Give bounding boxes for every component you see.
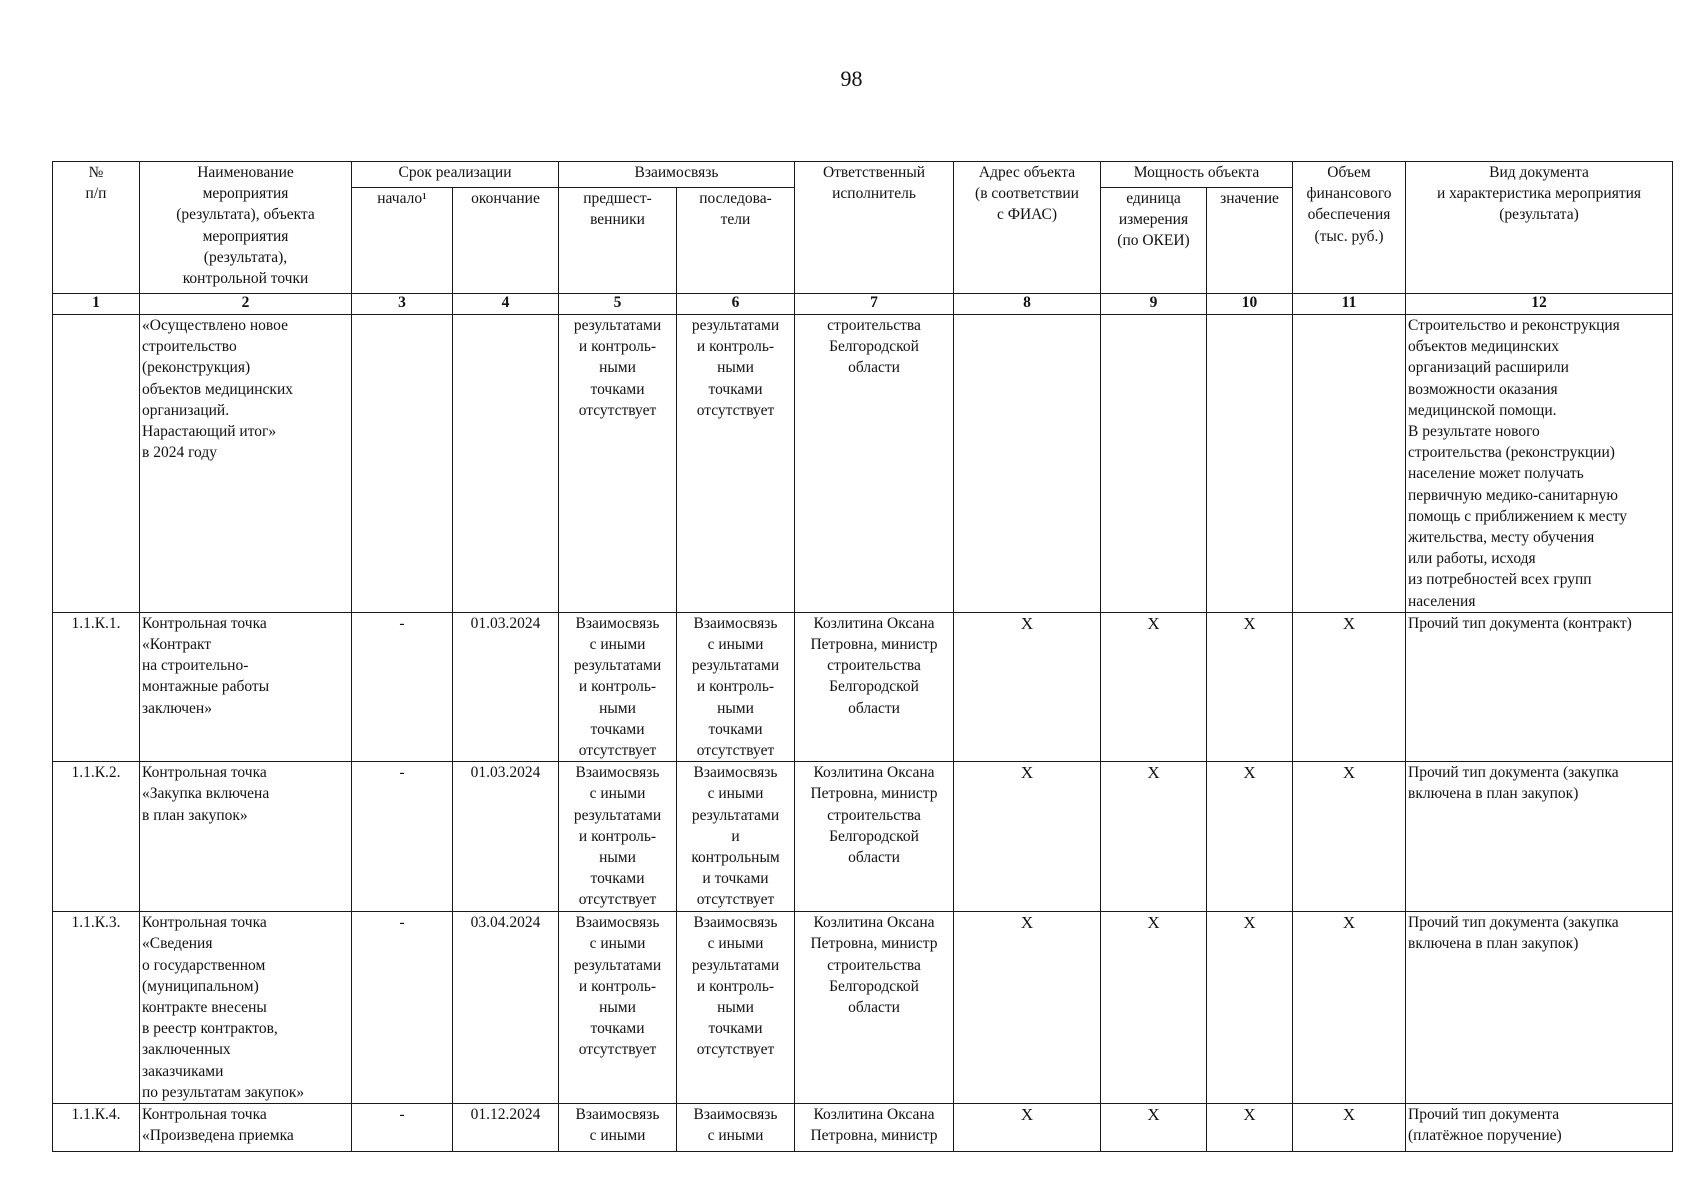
cell-unit: X — [1101, 912, 1207, 1104]
header-responsible: Ответственный исполнитель — [795, 162, 954, 294]
table-row — [53, 762, 1673, 912]
header-unit: единица измерения (по ОКЕИ) — [1101, 188, 1207, 294]
column-number: 9 — [1101, 294, 1207, 315]
cell-name: Контрольная точка «Закупка включена в план закупок» — [140, 762, 352, 912]
header-end: окончание — [453, 188, 559, 294]
header-name: Наименование мероприятия (результата), объекта мероприятия (результата), контрольной точки — [140, 162, 352, 294]
column-number: 12 — [1406, 294, 1673, 315]
cell-document: Прочий тип документа (закупка включена в план закупок) — [1406, 912, 1673, 1104]
cell-successors: Взаимосвязь с иными результатами и контроль- ными точками отсутствует — [677, 912, 795, 1104]
column-number: 3 — [352, 294, 453, 315]
cell-predecessors: Взаимосвязь с иными результатами и контроль- ными точками отсутствует — [559, 612, 677, 761]
cell-value: X — [1207, 612, 1293, 761]
cell-value: X — [1207, 1104, 1293, 1152]
cell-num: 1.1.К.2. — [53, 762, 140, 912]
cell-start: - — [352, 762, 453, 912]
column-number: 2 — [140, 294, 352, 315]
page-number: 98 — [840, 66, 863, 91]
column-number: 11 — [1293, 294, 1406, 315]
cell-successors: Взаимосвязь с иными результатами и контроль- ными точками отсутствует — [677, 612, 795, 761]
cell-successors: Взаимосвязь с иными результатами и контрольным и точками отсутствует — [677, 762, 795, 912]
cell-predecessors: Взаимосвязь с иными результатами и контроль- ными точками отсутствует — [559, 912, 677, 1104]
column-number: 7 — [795, 294, 954, 315]
cell-end: 01.03.2024 — [453, 612, 559, 761]
cell-value: X — [1207, 912, 1293, 1104]
cell-start: - — [352, 1104, 453, 1152]
header-start: начало¹ — [352, 188, 453, 294]
cell-value — [1207, 315, 1293, 613]
cell-responsible: Козлитина Оксана Петровна, министр — [795, 1104, 954, 1152]
cell-start — [352, 315, 453, 613]
cell-num: 1.1.К.3. — [53, 912, 140, 1104]
cell-finance: X — [1293, 1104, 1406, 1152]
cell-start: - — [352, 612, 453, 761]
cell-end: 01.03.2024 — [453, 762, 559, 912]
header-address: Адрес объекта (в соответствии с ФИАС) — [954, 162, 1101, 294]
header-num: № п/п — [53, 162, 140, 294]
cell-document: Прочий тип документа (платёжное поручение) — [1406, 1104, 1673, 1152]
table-row — [53, 315, 1673, 613]
cell-end — [453, 315, 559, 613]
header-period: Срок реализации — [352, 162, 559, 188]
header-document: Вид документа и характеристика мероприятия (результата) — [1406, 162, 1673, 294]
column-number: 4 — [453, 294, 559, 315]
cell-successors: результатами и контроль- ными точками отсутствует — [677, 315, 795, 613]
cell-responsible: Козлитина Оксана Петровна, министр строительства Белгородской области — [795, 612, 954, 761]
cell-unit: X — [1101, 1104, 1207, 1152]
cell-document: Прочий тип документа (контракт) — [1406, 612, 1673, 761]
column-number: 10 — [1207, 294, 1293, 315]
cell-document: Строительство и реконструкция объектов медицинских организаций расширили возможности оказания медицинской помощи. В результате нового строительства (реконструкции) население может получать первичную медико-санитарную помощь с приближением к месту жительства, месту обучения или работы, исходя из потребностей всех групп населения — [1406, 315, 1673, 613]
column-number: 5 — [559, 294, 677, 315]
header-row-top — [53, 162, 1673, 188]
cell-num — [53, 315, 140, 613]
column-number: 6 — [677, 294, 795, 315]
cell-finance: X — [1293, 762, 1406, 912]
header-predecessors: предшест- венники — [559, 188, 677, 294]
cell-start: - — [352, 912, 453, 1104]
header-capacity: Мощность объекта — [1101, 162, 1293, 188]
table-row — [53, 612, 1673, 761]
cell-num: 1.1.К.4. — [53, 1104, 140, 1152]
activities-table — [52, 161, 1673, 1152]
column-number: 1 — [53, 294, 140, 315]
cell-finance — [1293, 315, 1406, 613]
cell-finance: X — [1293, 612, 1406, 761]
cell-end: 03.04.2024 — [453, 912, 559, 1104]
header-link: Взаимосвязь — [559, 162, 795, 188]
cell-name: «Осуществлено новое строительство (реконструкция) объектов медицинских организаций. Нарастающий итог» в 2024 году — [140, 315, 352, 613]
cell-address: X — [954, 762, 1101, 912]
cell-predecessors: Взаимосвязь с иными — [559, 1104, 677, 1152]
cell-name: Контрольная точка «Контракт на строительно- монтажные работы заключен» — [140, 612, 352, 761]
cell-address: X — [954, 612, 1101, 761]
cell-value: X — [1207, 762, 1293, 912]
cell-num: 1.1.К.1. — [53, 612, 140, 761]
cell-name: Контрольная точка «Сведения о государственном (муниципальном) контракте внесены в реестр контрактов, заключенных заказчиками по результатам закупок» — [140, 912, 352, 1104]
cell-unit — [1101, 315, 1207, 613]
column-numbers-row — [53, 294, 1673, 315]
cell-finance: X — [1293, 912, 1406, 1104]
cell-address: X — [954, 1104, 1101, 1152]
cell-document: Прочий тип документа (закупка включена в план закупок) — [1406, 762, 1673, 912]
cell-end: 01.12.2024 — [453, 1104, 559, 1152]
cell-successors: Взаимосвязь с иными — [677, 1104, 795, 1152]
cell-address: X — [954, 912, 1101, 1104]
cell-address — [954, 315, 1101, 613]
table-row — [53, 912, 1673, 1104]
column-number: 8 — [954, 294, 1101, 315]
cell-unit: X — [1101, 762, 1207, 912]
table-row — [53, 1104, 1673, 1152]
cell-responsible: строительства Белгородской области — [795, 315, 954, 613]
cell-unit: X — [1101, 612, 1207, 761]
cell-responsible: Козлитина Оксана Петровна, министр строительства Белгородской области — [795, 762, 954, 912]
cell-responsible: Козлитина Оксана Петровна, министр строительства Белгородской области — [795, 912, 954, 1104]
cell-predecessors: результатами и контроль- ными точками отсутствует — [559, 315, 677, 613]
cell-predecessors: Взаимосвязь с иными результатами и контроль- ными точками отсутствует — [559, 762, 677, 912]
header-finance: Объем финансового обеспечения (тыс. руб.) — [1293, 162, 1406, 294]
header-value: значение — [1207, 188, 1293, 294]
cell-name: Контрольная точка «Произведена приемка — [140, 1104, 352, 1152]
header-successors: последова- тели — [677, 188, 795, 294]
